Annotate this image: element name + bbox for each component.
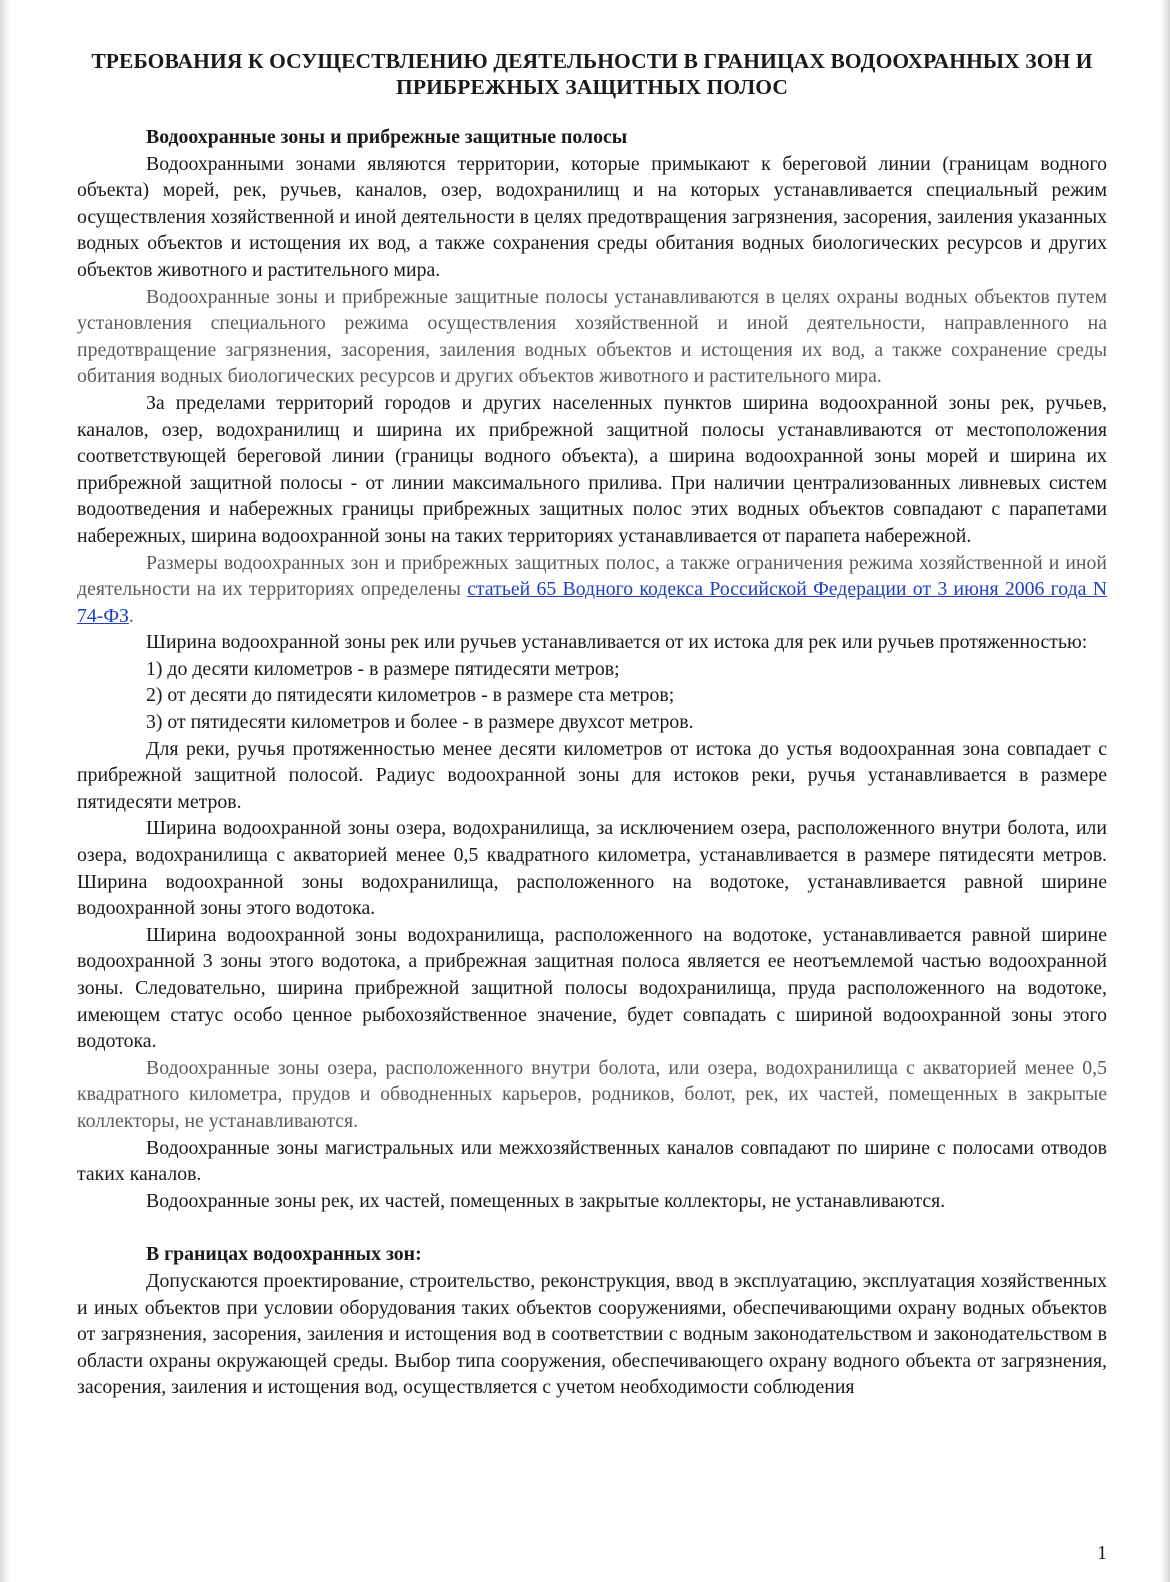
water-code-link[interactable]: статьей 65 Водного кодекса Российской Федерации от 3 июня 2006 года N 74-ФЗ — [77, 578, 1108, 627]
paragraph-definition: Водоохранными зонами являются территории, которые примыкают к береговой линии (границам водного объекта) морей, рек, ручьев, каналов, озер, водохранилищ и на которых устанавливается специальный режим осуществления хозяйственной и иной деятельности в целях предотвращения загрязнения, засорения, заиления указанных водных объектов и истощения их вод, а также сохранения среды обитания водных биологических ресурсов и других объектов животного и растительного мира. — [77, 152, 1107, 281]
paragraph-reservoir-width: Ширина водоохранной зоны водохранилища, расположенного на водотоке, устанавливается равной ширине водоохранной 3 зоны этого водотока, а прибрежная защитная полоса является ее неотъемлемой частью водоохранной зоны. Следовательно, ширина прибрежной защитной полосы водохранилища, пруда расположенного на водотоке, имеющем статус особо ценное рыбохозяйственное значение, будет совпадать с шириной водоохранной зоны этого водотока. — [77, 923, 1107, 1053]
paragraph-river-width: Ширина водоохранной зоны рек или ручьев устанавливается от их истока для рек или ручьев протяженностью: — [146, 631, 1088, 654]
paragraph-purpose: Водоохранные зоны и прибрежные защитные полосы устанавливаются в целях охраны водных объектов путем установления специального режима осуществления хозяйственной и иной деятельности, направленного на предотвращение загрязнения, засорения, заиления водных объектов и истощения их вод, а также сохранение среды обитания водных биологических ресурсов и других объектов животного и растительного мира. — [77, 285, 1107, 388]
list-item: 2) от десяти до пятидесяти километров - в размере ста метров; — [146, 684, 675, 707]
paragraph-sizes-end: . — [128, 604, 134, 627]
paragraph-width-outside-cities: За пределами территорий городов и других населенных пунктов ширина водоохранной зоны рек, ручьев, каналов, озер, водохранилищ и ширина их прибрежной защитной полосы устанавливаются от местоположения соответствующей береговой линии (границы водного объекта), а ширина водоохранной зоны морей и ширина их прибрежной защитной полосы - от линии максимального прилива. При наличии централизованных ливневых систем водоотведения и набережных границы прибрежных защитных полос этих водных объектов совпадают с парапетами набережных, ширина водоохранной зоны на таких территориях устанавливается от парапета набережной. — [77, 391, 1107, 547]
paragraph-collectors: Водоохранные зоны рек, их частей, помещенных в закрытые коллекторы, не устанавливаются. — [146, 1189, 946, 1212]
page-edge-right — [1160, 0, 1170, 1582]
document-page — [77, 48, 1107, 1401]
document-title: ТРЕБОВАНИЯ К ОСУЩЕСТВЛЕНИЮ ДЕЯТЕЛЬНОСТИ В ГРАНИЦАХ ВОДООХРАННЫХ ЗОН И ПРИБРЕЖНЫХ ЗАЩИТНЫХ ПОЛОС — [91, 49, 1093, 99]
list-item: 3) от пятидесяти километров и более - в размере двухсот метров. — [146, 711, 694, 734]
paragraph-lake-width: Ширина водоохранной зоны озера, водохранилища, за исключением озера, расположенного внутри болота, или озера, водохранилища с акваторией менее 0,5 квадратного километра, устанавливается в размере пятидесяти метров. Ширина водоохранной зоны водохранилища, расположенного на водотоке, устанавливается равной ширине водоохранной зоны этого водотока. — [77, 817, 1107, 920]
paragraph-short-river: Для реки, ручья протяженностью менее десяти километров от истока до устья водоохранная зона совпадает с прибрежной защитной полосой. Радиус водоохранной зоны для истоков реки, ручья устанавливается в размере пятидесяти метров. — [77, 737, 1107, 813]
page-edge-left — [0, 0, 10, 1582]
paragraph-not-established: Водоохранные зоны озера, расположенного внутри болота, или озера, водохранилища с акваторией менее 0,5 квадратного километра, прудов и обводненных карьеров, родников, болот, рек, их частей, помещенных в закрытые коллекторы, не устанавливаются. — [77, 1056, 1107, 1132]
page-number: 1 — [1097, 1542, 1107, 1564]
section-heading-zones: Водоохранные зоны и прибрежные защитные полосы — [146, 126, 628, 148]
paragraph-sizes-reference — [77, 550, 1107, 630]
paragraph-canals: Водоохранные зоны магистральных или межхозяйственных каналов совпадают по ширине с полосами отводов таких каналов. — [77, 1136, 1107, 1186]
section-heading-within-zones: В границах водоохранных зон: — [146, 1243, 422, 1266]
paragraph-sizes-text: Размеры водоохранных зон и прибрежных защитных полос, а также ограничения режима хозяйственной и иной деятельности на их территориях определены — [77, 551, 1107, 601]
paragraph-permitted: Допускаются проектирование, строительство, реконструкция, ввод в эксплуатацию, эксплуатация хозяйственных и иных объектов при условии оборудования таких объектов сооружениями, обеспечивающими охрану водных объектов от загрязнения, засорения, заиления и истощения вод в соответствии с водным законодательством и законодательством в области охраны окружающей среды. Выбор типа сооружения, обеспечивающего охрану водного объекта от загрязнения, засорения, заиления и истощения вод, осуществляется с учетом необходимости соблюдения — [77, 1269, 1107, 1399]
list-item: 1) до десяти километров - в размере пятидесяти метров; — [146, 657, 620, 680]
